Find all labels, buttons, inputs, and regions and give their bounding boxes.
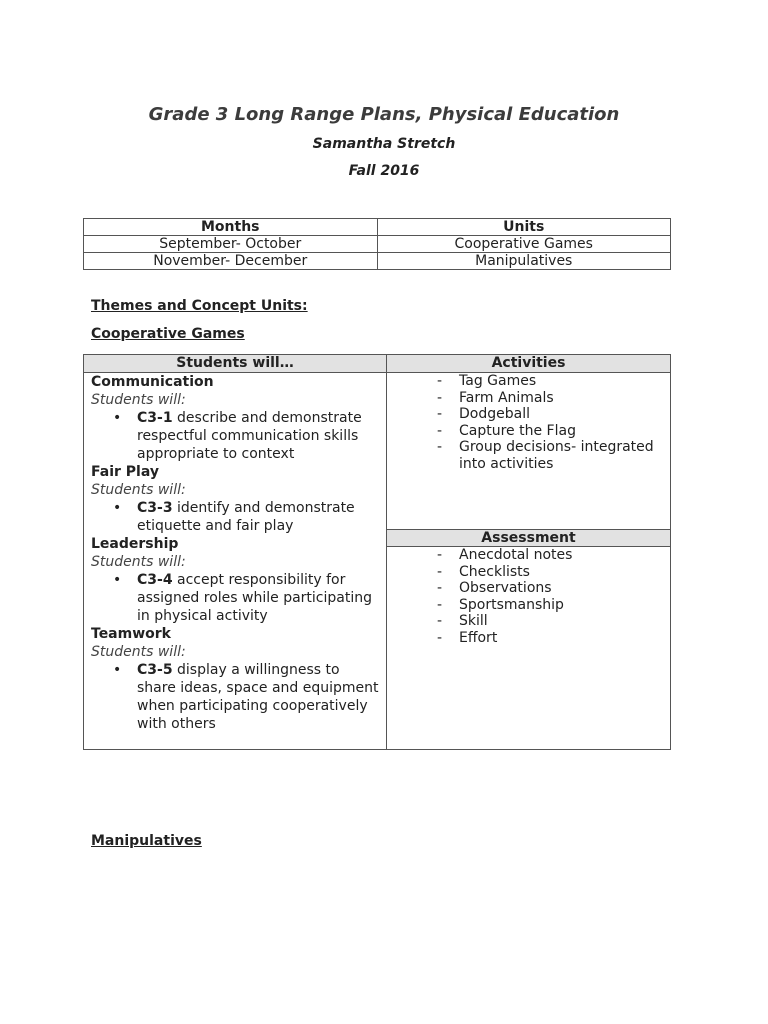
activities-section [387,373,670,530]
term-label: Fall 2016 [348,163,420,179]
outcome-text: describe and demonstrate respectful communication skills appropriate to context [137,410,362,462]
outcome-code: C3-5 [137,662,173,678]
activity-text: Farm Animals [459,389,554,406]
dash-icon: - [437,563,443,580]
activity-text: Dodgeball [459,406,530,423]
assessment-text: Checklists [459,563,530,580]
activity-item [437,389,664,407]
outcome-code: C3-1 [137,410,173,426]
schedule-unit-cell: Manipulatives [377,253,671,270]
schedule-row [84,253,671,270]
schedule-month-cell: September- October [84,236,378,253]
outcome-text: identify and demonstrate etiquette and fair play [137,500,355,534]
assessment-item [437,629,664,647]
activity-text: Tag Games [459,373,537,389]
assessment-list [387,547,670,647]
students-will-label: Students will: [91,482,186,498]
students-will-label: Students will: [91,554,186,570]
students-will-header: Students will… [84,355,387,373]
cooperative-games-table [83,354,671,750]
dash-icon: - [437,439,443,456]
category-name: Teamwork [91,626,171,642]
assessment-item [437,613,664,630]
assessment-item [437,580,664,597]
category-name: Leadership [91,536,179,552]
outcome-item [91,661,382,733]
dash-icon: - [437,422,443,439]
category-teamwork [91,625,382,733]
outcome-code: C3-3 [137,500,173,516]
bullet-icon: • [113,410,122,426]
author-name: Samantha Stretch [312,136,456,152]
schedule-unit-cell: Cooperative Games [377,236,671,253]
assessment-item [437,596,664,614]
outcome-text: display a willingness to share ideas, space and equipment when participating cooperatively with others [137,662,379,732]
bullet-icon: • [113,500,122,516]
outcome-item [91,409,382,463]
dash-icon: - [437,596,443,613]
dash-icon: - [437,580,443,597]
activities-list [387,373,670,473]
activity-item [437,422,664,440]
activity-item [437,373,664,390]
outcome-text: accept responsibility for assigned roles while participating in physical activity [137,572,372,624]
activity-text: Group decisions- integrated into activities [459,439,654,472]
activities-assessment-cell [387,373,671,750]
months-header: Months [84,219,378,236]
assessment-text: Skill [459,613,488,630]
schedule-month-cell: November- December [84,253,378,270]
students-will-label: Students will: [91,392,186,408]
assessment-item [437,563,664,581]
category-fair-play [91,463,382,535]
category-leadership [91,535,382,625]
assessment-text: Sportsmanship [459,596,564,613]
schedule-header-row [84,219,671,236]
schedule-row [84,236,671,253]
activities-header: Activities [387,355,671,373]
units-header: Units [377,219,671,236]
outcome-code: C3-4 [137,572,173,588]
assessment-item [437,547,664,564]
dash-icon: - [437,613,443,630]
outcome-item [91,499,382,535]
bullet-icon: • [113,572,122,588]
bullet-icon: • [113,662,122,678]
dash-icon: - [437,629,443,646]
assessment-text: Effort [459,629,498,646]
dash-icon: - [437,373,443,389]
assessment-section [387,547,670,647]
dash-icon: - [437,406,443,423]
activity-item [437,406,664,423]
students-will-label: Students will: [91,644,186,660]
activity-text: Capture the Flag [459,422,576,439]
outcomes-cell [84,373,387,750]
activity-item [437,439,664,472]
themes-heading: Themes and Concept Units: [91,298,308,314]
category-name: Fair Play [91,464,159,480]
schedule-table [83,218,671,270]
category-communication [91,373,382,463]
document-title: Grade 3 Long Range Plans, Physical Education [148,104,620,125]
manipulatives-heading: Manipulatives [91,833,202,849]
cooperative-games-heading: Cooperative Games [91,326,245,342]
dash-icon: - [437,389,443,406]
outcome-item [91,571,382,625]
assessment-header: Assessment [387,530,670,547]
assessment-text: Anecdotal notes [459,547,573,563]
category-name: Communication [91,374,214,390]
dash-icon: - [437,547,443,563]
assessment-text: Observations [459,580,552,597]
